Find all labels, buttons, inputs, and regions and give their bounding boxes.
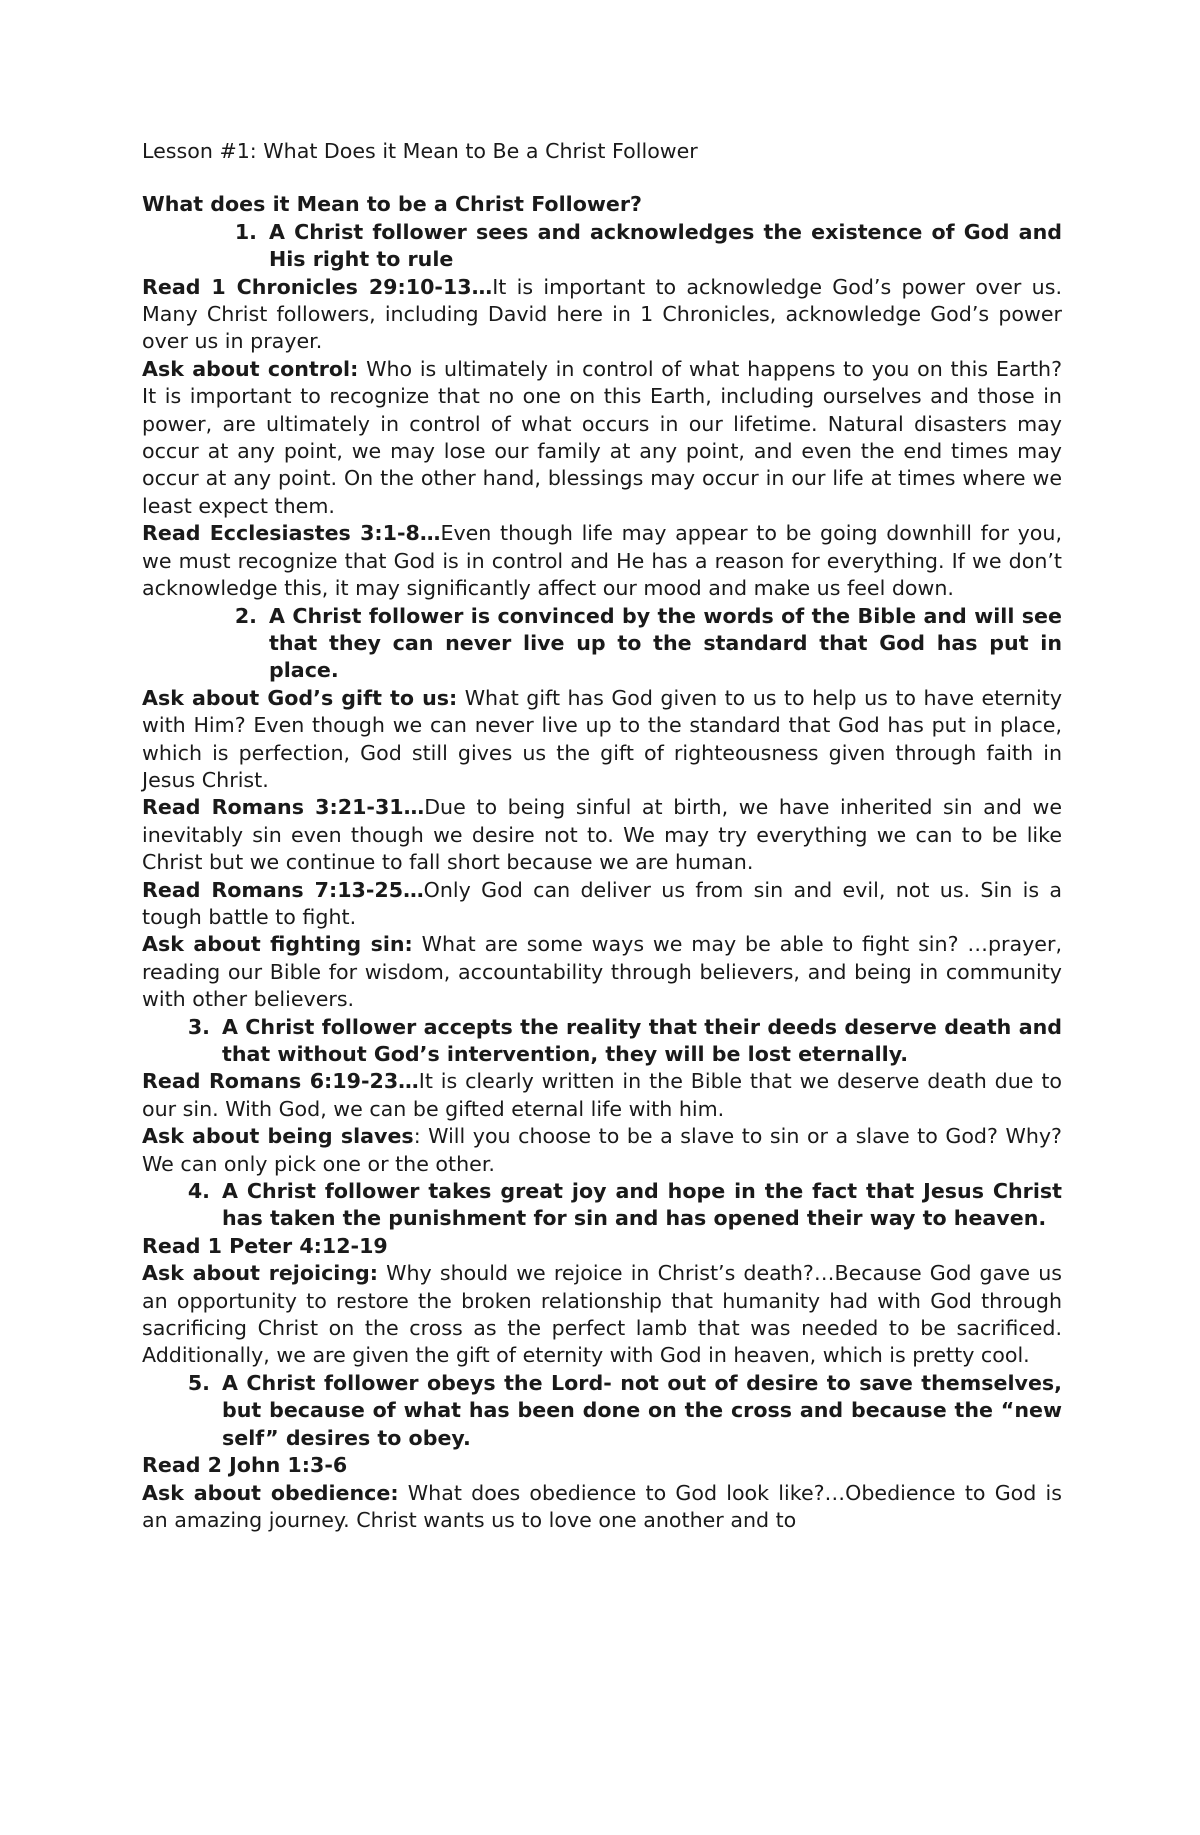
paragraph-text: What are some ways we may be able to fight sin? …prayer, reading our Bible for wisdom, accountability through believers, and being in community with other believers. [142, 932, 1062, 1012]
paragraph-lead: Read Romans 6:19-23… [142, 1069, 419, 1094]
paragraph [142, 931, 1062, 1013]
paragraph-text: What gift has God given to us to help us to have eternity with Him? Even though we can never live up to the standard that God has put in place, which is perfection, God still gives us the gift of righteousness given through faith in Jesus Christ. [142, 685, 1063, 792]
lesson-title: Lesson #1: What Does it Mean to Be a Christ Follower [142, 139, 698, 163]
point-number: 3. [187, 1014, 210, 1039]
paragraph-lead: Read 1 Chronicles 29:10-13… [142, 274, 493, 299]
paragraph-lead: Read 2 John 1:3-6 [142, 1453, 348, 1478]
paragraph [142, 1452, 1062, 1479]
paragraph-lead: Ask about fighting sin: [142, 932, 413, 957]
paragraph [142, 1233, 1062, 1260]
point-text: A Christ follower sees and acknowledges the existence of God and His right to rule [269, 219, 1062, 272]
point-3 [142, 1014, 1062, 1069]
paragraph [142, 520, 1062, 602]
paragraph [142, 356, 1062, 520]
section-heading: What does it Mean to be a Christ Follower? [142, 192, 642, 217]
paragraph-lead: Ask about being slaves [142, 1124, 414, 1149]
point-number: 2. [234, 603, 257, 628]
paragraph [142, 794, 1062, 876]
point-text: A Christ follower is convinced by the words of the Bible and will see that they can never live up to the standard that God has put in place. [269, 603, 1062, 683]
paragraph-lead: Ask about God’s gift to us: [142, 685, 458, 710]
paragraph [142, 1123, 1062, 1178]
paragraph-text: Who is ultimately in control of what happens to you on this Earth? It is important to recognize that no one on this Earth, including ourselves and those in power, are ultimately in control of what occurs in our lifetime. Natural disasters may occur at any point, we may lose our family at any point, and even the end times may occur at any point. On the other hand, blessings may occur in our life at times where we least expect them. [142, 356, 1063, 518]
paragraph-text: It is clearly written in the Bible that we deserve death due to our sin. With God, we can be gifted eternal life with him. [142, 1069, 1062, 1121]
paragraph-lead: Ask about obedience: [142, 1480, 399, 1505]
point-number: 1. [234, 219, 257, 244]
point-4 [142, 1178, 1062, 1233]
paragraph [142, 685, 1062, 795]
paragraph-text: Even though life may appear to be going downhill for you, we must recognize that God is in control and He has a reason for everything. If we don’t acknowledge this, it may significantly affect our mood and make us feel down. [142, 521, 1062, 601]
point-2 [142, 603, 1062, 685]
paragraph [142, 1480, 1062, 1535]
paragraph-text: Why should we rejoice in Christ’s death?…Because God gave us an opportunity to restore the broken relationship that humanity had with God through sacrificing Christ on the cross as the perfect lamb that was needed to be sacrificed. Additionally, we are given the gift of eternity with God in heaven, which is pretty cool. [142, 1261, 1062, 1368]
paragraph-text: What does obedience to God look like?…Obedience to God is an amazing journey. Christ wants us to love one another and to [142, 1480, 1063, 1532]
point-5 [142, 1370, 1062, 1452]
point-text: A Christ follower accepts the reality that their deeds deserve death and that without God’s intervention, they will be lost eternally. [222, 1014, 1062, 1066]
paragraph-lead: Read Ecclesiastes 3:1-8… [142, 521, 441, 546]
document-page [142, 138, 1062, 1534]
point-text: A Christ follower obeys the Lord- not out of desire to save themselves, but because of what has been done on the cross and because the “new self” desires to obey. [222, 1370, 1062, 1450]
paragraph-lead: Read Romans 7:13-25… [142, 877, 424, 902]
paragraph [142, 274, 1062, 356]
paragraph-lead: Read Romans 3:21-31… [142, 795, 425, 820]
point-number: 4. [187, 1179, 210, 1204]
paragraph [142, 1260, 1062, 1370]
paragraph-lead: Ask about control: [142, 356, 359, 381]
paragraph-text: It is important to acknowledge God’s power over us. Many Christ followers, including David here in 1 Chronicles, acknowledge God’s power over us in prayer. [142, 274, 1062, 354]
paragraph-lead: Ask about rejoicing: [142, 1261, 378, 1286]
paragraph-text: Due to being sinful at birth, we have inherited sin and we inevitably sin even though we desire not to. We may try everything we can to be like Christ but we continue to fall short because we are human. [142, 795, 1062, 875]
paragraph-lead: Read 1 Peter 4:12-19 [142, 1233, 388, 1258]
point-number: 5. [187, 1370, 210, 1395]
point-1 [142, 219, 1062, 274]
paragraph-text: : Will you choose to be a slave to sin or a slave to God? Why? We can only pick one or the other. [142, 1124, 1062, 1176]
paragraph [142, 1068, 1062, 1123]
paragraph-text: Only God can deliver us from sin and evil, not us. Sin is a tough battle to fight. [142, 877, 1062, 929]
point-text: A Christ follower takes great joy and hope in the fact that Jesus Christ has taken the punishment for sin and has opened their way to heaven. [222, 1179, 1062, 1231]
paragraph [142, 877, 1062, 932]
